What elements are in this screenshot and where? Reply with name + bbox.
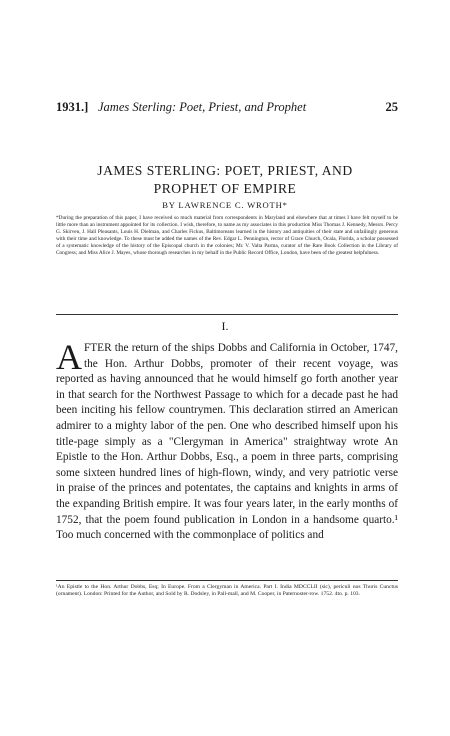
- header-year: 1931.]: [56, 100, 89, 114]
- article-title: [40, 162, 410, 198]
- body-paragraph-text: FTER the return of the ships Dobbs and California in October, 1747, the Hon. Arthur Dobbs, promoter of their recent voyage, was reported as having announced that he would himself go forth another year in that search for the Northwest Passage to which for a decade past he had been inciting his fellow countrymen. This declaration stirred an American admirer to a mighty labor of the pen. One who described himself upon his title-page simply as a "Clergyman in America" straightway wrote An Epistle to the Hon. Arthur Dobbs, Esq., a poem in three parts, comprising some sixteen hundred lines of high-flown, windy, and very patriotic verse in praise of the princes and potentates, the captains and knights in arms of the expanding British empire. It was four years later, in the early months of 1752, that the poem found publication in London in a handsome quarto.¹ Too much concerned with the commonplace of politics and: [56, 342, 398, 542]
- body-paragraph: [56, 337, 398, 544]
- drop-cap: A: [56, 337, 82, 377]
- running-header: [56, 100, 398, 116]
- footnote-1: ¹An Epistle to the Hon. Arthur Dobbs, Esq; In Europe. From a Clergyman in America. Part I. India MDCCLII (sic), periculi nos Thuris Cunctus (ornament). London: Printed for the Author, and Sold by R. Dodsley, in Pall-mall, and M. Cooper, in Paternoster-row. 1752. 4to. p. 103.: [56, 584, 398, 597]
- running-title: James Sterling: Poet, Priest, and Prophet: [98, 100, 307, 114]
- page-number: 25: [385, 100, 398, 114]
- article-title-line-2: PROPHET OF EMPIRE: [153, 181, 297, 196]
- section-divider: [56, 314, 398, 315]
- article-title-line-1: JAMES STERLING: POET, PRIEST, AND: [97, 163, 353, 178]
- article-author: BY LAWRENCE C. WROTH*: [162, 200, 288, 210]
- section-number: I.: [221, 319, 229, 333]
- author-footnote: *During the preparation of this paper, I have received so much material from correspondents in Maryland and elsewhere that at times I have felt myself to be little more than an instrument appointed for its collection. I wish, therefore, to name as my associates in this production Miss Thomas J. Kennedy, Messrs. Percy G. Skirven, J. Hall Pleasants, Louis H. Dielman, and Charles Fickus, Baltimoreans learned in the history and antiquities of their state and unfailingly generous with their time and knowledge. To these must be added the names of the Rev. Edgar L. Pennington, rector of Grace Church, Ocala, Florida, a scholar possessed of a systematic knowledge of the history of the Episcopal church in the colonies; Mr. V. Valta Parma, curator of the Rare Book Collection in the Library of Congress; and Miss Alice J. Mayes, whose thorough researches in my behalf in the Public Record Office, London, have been of the greatest helpfulness.: [56, 215, 398, 256]
- footnote-divider: [56, 580, 398, 581]
- article-body: [56, 337, 398, 544]
